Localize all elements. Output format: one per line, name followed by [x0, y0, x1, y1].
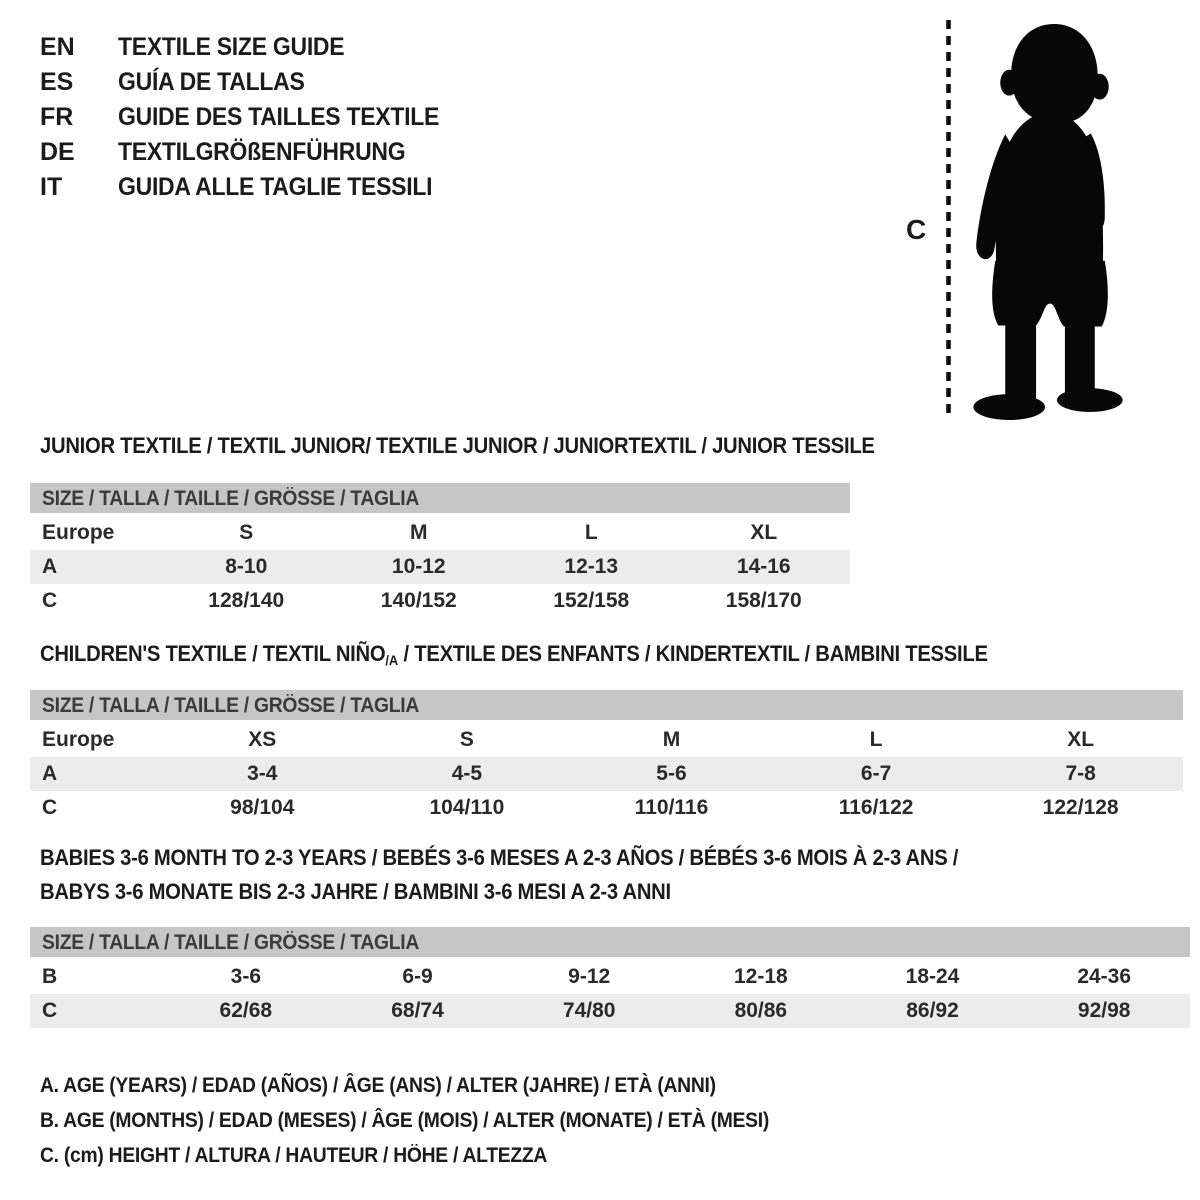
cell: 140/152 — [380, 589, 457, 612]
list-item — [40, 65, 467, 100]
row-label: A — [42, 762, 58, 785]
cell: 6-7 — [860, 762, 892, 785]
cell: 6-9 — [402, 965, 433, 988]
guide-title: GUIDA ALLE TAGLIE TESSILI — [118, 173, 433, 201]
cell: 74/80 — [562, 999, 616, 1022]
table-row — [30, 960, 1190, 994]
cell: 5-6 — [656, 762, 687, 785]
language-code: DE — [40, 138, 75, 166]
size-header-bar: SIZE / TALLA / TAILLE / GRÖSSE / TAGLIA — [30, 690, 1183, 720]
list-item — [40, 30, 467, 65]
cell: 8-10 — [225, 555, 268, 578]
cell: XL — [750, 521, 778, 544]
row-label: C — [42, 796, 58, 819]
cell: 110/116 — [634, 796, 709, 819]
nino-a-subscript: /A — [385, 652, 399, 668]
cell: 24-36 — [1077, 965, 1132, 988]
babies-section-heading: BABIES 3-6 MONTH TO 2-3 YEARS / BEBÉS 3-6 MESES A 2-3 AÑOS / BÉBÉS 3-6 MOIS À 2-3 ANS / BABYS 3-6 MONATE BIS 2-3 JAHRE / BAMBINI 3-6 MESI A 2-3 ANNI — [40, 845, 959, 904]
cell: 3-6 — [230, 965, 262, 988]
table-row — [30, 723, 1183, 757]
row-label: Europe — [42, 521, 115, 544]
language-title-list — [40, 30, 467, 205]
language-code: FR — [40, 103, 74, 131]
children-section-heading: CHILDREN'S TEXTILE / TEXTIL $NIÑO_{/A}$ / TEXTILE DES ENFANTS / KINDERTEXTIL / BAMBINI TESSILE — [40, 641, 988, 668]
cell: S — [239, 521, 254, 544]
row-label: C — [42, 589, 58, 612]
guide-title: GUIDE DES TAILLES TEXTILE — [118, 103, 440, 131]
size-header-bar: SIZE / TALLA / TAILLE / GRÖSSE / TAGLIA — [30, 927, 1190, 957]
size-header-bar: SIZE / TALLA / TAILLE / GRÖSSE / TAGLIA — [30, 483, 850, 513]
cell: 116/122 — [838, 796, 914, 819]
table-row — [30, 757, 1183, 791]
height-measure-line — [944, 20, 953, 418]
list-item — [40, 100, 467, 135]
legend-line-b: B. AGE (MONTHS) / EDAD (MESES) / ÂGE (MOIS) / ALTER (MONATE) / ETÀ (MESI) — [40, 1109, 770, 1132]
cell: 12-13 — [564, 555, 619, 578]
table-row — [30, 550, 850, 584]
row-label: Europe — [42, 728, 115, 751]
cell: 4-5 — [451, 762, 483, 785]
cell: 62/68 — [219, 999, 273, 1022]
cell: XL — [1067, 728, 1095, 751]
babies-size-table — [30, 927, 1190, 1028]
cell: 14-16 — [736, 555, 791, 578]
language-code: IT — [40, 173, 63, 201]
cell: M — [410, 521, 428, 544]
row-label: B — [42, 965, 58, 988]
cell: S — [459, 728, 474, 751]
cell: M — [662, 728, 681, 751]
cell: 128/140 — [208, 589, 285, 612]
language-code: EN — [40, 33, 75, 61]
cell: 12-18 — [733, 965, 788, 988]
cell: 80/86 — [734, 999, 788, 1022]
cell: 122/128 — [1042, 796, 1119, 819]
guide-title: TEXTILE SIZE GUIDE — [118, 33, 345, 61]
cell: 92/98 — [1077, 999, 1131, 1022]
list-item — [40, 170, 467, 205]
row-label: C — [42, 999, 58, 1022]
table-row — [30, 516, 850, 550]
table-row — [30, 994, 1190, 1028]
cell: 68/74 — [391, 999, 444, 1022]
cell: 9-12 — [568, 965, 611, 988]
row-label: A — [42, 555, 58, 578]
guide-title: TEXTILGRÖßENFÜHRUNG — [118, 138, 406, 166]
children-size-table — [30, 690, 1183, 825]
list-item — [40, 135, 467, 170]
cell: 10-12 — [391, 555, 446, 578]
legend-line-a: A. AGE (YEARS) / EDAD (AÑOS) / ÂGE (ANS) / ALTER (JAHRE) / ETÀ (ANNI) — [40, 1074, 716, 1097]
table-row — [30, 791, 1183, 825]
measure-legend — [30, 1068, 832, 1173]
cell: L — [869, 728, 883, 751]
cell: 152/158 — [553, 589, 630, 612]
cell: 98/104 — [230, 796, 295, 819]
cell: XS — [248, 728, 277, 751]
toddler-silhouette-icon — [963, 22, 1138, 420]
cell: 86/92 — [906, 999, 959, 1022]
language-code: ES — [40, 68, 74, 96]
cell: 3-4 — [247, 762, 278, 785]
cell: 158/170 — [725, 589, 802, 612]
table-row — [30, 584, 850, 618]
guide-title: GUÍA DE TALLAS — [118, 68, 305, 96]
cell: L — [584, 521, 598, 544]
junior-section-heading: JUNIOR TEXTILE / TEXTIL JUNIOR/ TEXTILE JUNIOR / JUNIORTEXTIL / JUNIOR TESSILE — [40, 433, 875, 458]
cell: 104/110 — [429, 796, 505, 819]
legend-line-c: C. (cm) HEIGHT / ALTURA / HAUTEUR / HÖHE / ALTEZZA — [40, 1144, 548, 1167]
cell: 7-8 — [1065, 762, 1096, 785]
junior-size-table — [30, 483, 850, 618]
cell: 18-24 — [905, 965, 960, 988]
height-measure-label: C — [906, 214, 927, 245]
